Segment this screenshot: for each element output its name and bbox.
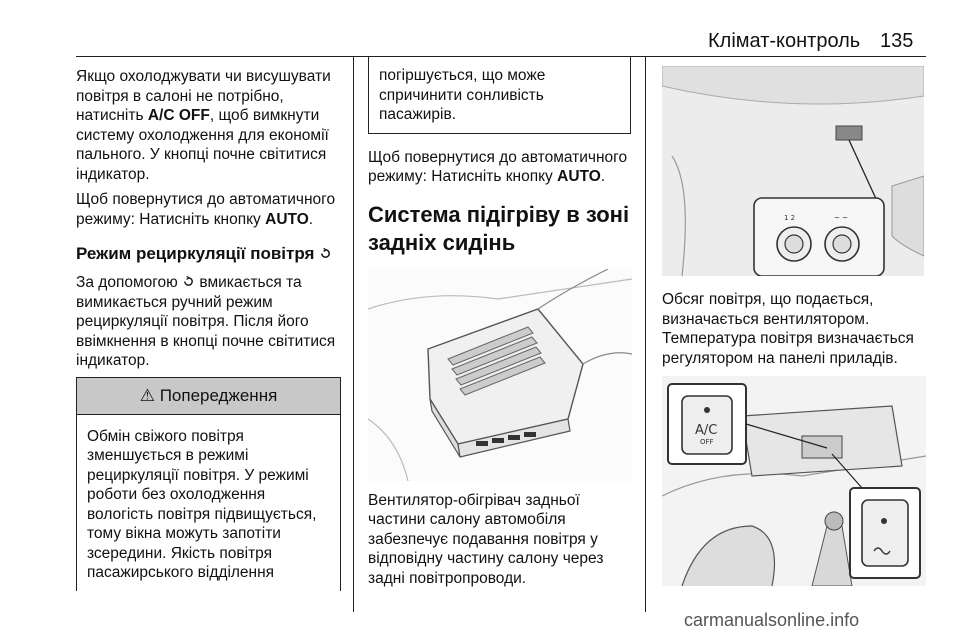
svg-text:1 2: 1 2: [784, 214, 796, 222]
column-1: [76, 67, 341, 591]
auto-button-label: AUTO: [265, 210, 309, 228]
rear-control-panel-illustration: [662, 66, 924, 276]
warning-box-continued: погіршується, що може спричинити сонливість пасажирів.: [368, 56, 631, 134]
recirculation-paragraph: За допомогою вмикається та вимикається ручний режим рециркуляції повітря. Після його ввімкнення в кнопці почне світитися індикатор.: [76, 274, 336, 369]
column-3: [662, 66, 928, 586]
page-header-title: Клімат-контроль: [708, 30, 861, 52]
watermark: carmanualsonline.info: [684, 610, 860, 630]
ac-off-button-label: A/C OFF: [147, 107, 210, 124]
rear-heater-illustration: [368, 269, 632, 481]
svg-text:~ ~: ~ ~: [834, 214, 848, 222]
dashboard-switch-illustration: [662, 376, 926, 586]
control-panel-caption: Обсяг повітря, що подається, визначається вентилятором. Температура повітря визначається регулятором на панелі приладів.: [662, 291, 914, 367]
off-switch-label: OFF: [700, 438, 714, 446]
ac-switch-label: A/C: [695, 423, 718, 438]
column-2: [368, 56, 634, 594]
auto-paragraph: Щоб повернутися до автоматичного режиму: Натисніть кнопку AUTO.: [76, 191, 336, 228]
column-divider-1: [353, 56, 354, 612]
warning-box: [76, 377, 341, 591]
auto-paragraph-2: Щоб повернутися до автоматичного режиму: Натисніть кнопку AUTO.: [368, 148, 628, 185]
recirculation-heading: Режим рециркуляції повітря: [76, 243, 341, 265]
rear-heating-heading: Система підігріву в зоні задніх сидінь: [368, 201, 630, 255]
column-divider-2: [645, 56, 646, 612]
rear-heater-caption: Вентилятор-обігрівач задньої частини салону автомобіля забезпечує подавання повітря у відповідну частину салону через задні повітропроводи.: [368, 491, 604, 587]
page-number: 135: [880, 30, 914, 52]
auto-button-label: AUTO: [557, 168, 601, 185]
warning-text: Обмін свіжого повітря зменшується в режимі рециркуляції повітря. У режимі роботи без охолодження вологість повітря підвищується, тому вікна можуть запотіти зсередини. Якість повітря пасажирського відділення: [87, 427, 317, 581]
recirculation-icon: [319, 247, 332, 260]
ac-off-paragraph: Якщо охолоджувати чи висушувати повітря в салоні не потрібно, натисніть A/C OFF, щоб вимкнути систему охолодження для економії пального. У кнопці почне світитися індикатор.: [76, 68, 331, 183]
warning-header: ⚠ Попередження: [77, 378, 340, 415]
recirculation-icon: [182, 275, 195, 288]
warning-icon: ⚠: [139, 385, 155, 405]
